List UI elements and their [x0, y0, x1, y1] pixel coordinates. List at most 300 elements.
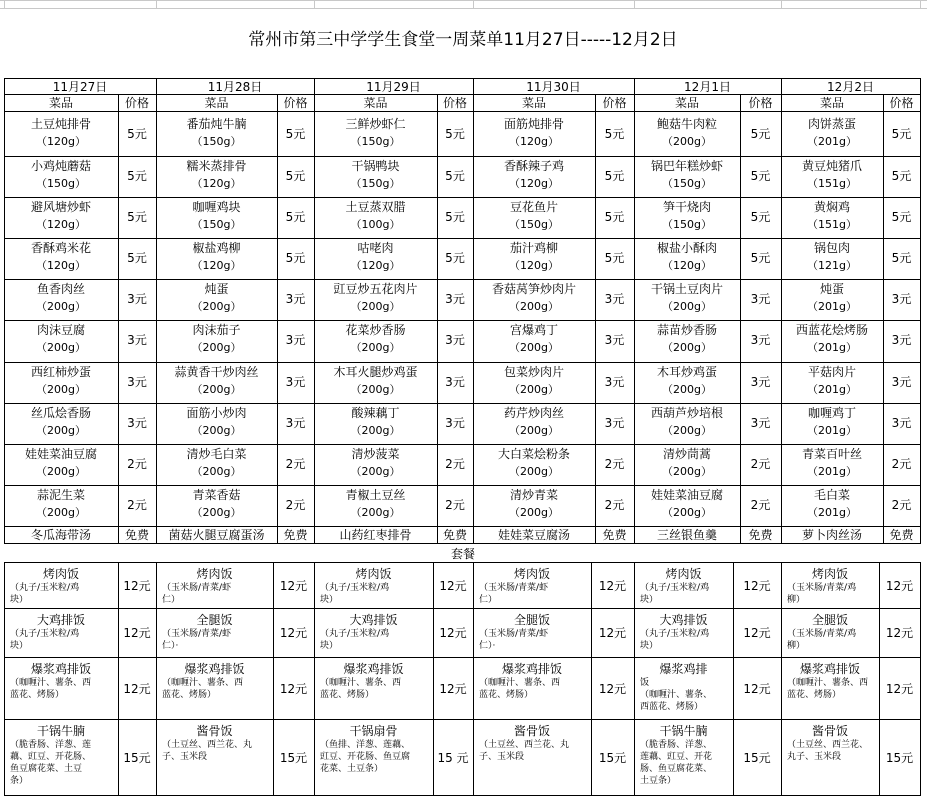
combo-price: 12元	[279, 681, 308, 696]
combo-desc-line: 土豆条）	[640, 776, 677, 786]
dish-column-header: 菜品	[363, 96, 388, 110]
combo-column-border	[920, 562, 921, 795]
dish-weight: （150g）	[662, 177, 712, 190]
day-date-header: 12月2日	[827, 80, 874, 94]
dish-price: 2元	[127, 457, 147, 471]
dish-weight: （200g）	[36, 341, 86, 354]
price-column-header: 价格	[283, 96, 308, 110]
combo-column-border	[4, 562, 5, 795]
dish-name: 黄焖鸡	[813, 200, 851, 214]
combo-price-border	[733, 562, 734, 795]
dish-weight: （200g）	[509, 506, 559, 519]
combo-name: 爆浆鸡排	[659, 662, 708, 676]
dish-name: 青椒土豆丝	[345, 488, 406, 502]
combo-name: 烤肉饭	[513, 567, 551, 581]
dish-weight: （200g）	[509, 465, 559, 478]
combo-desc-line: 肠、鱼豆腐花菜、	[640, 764, 713, 774]
dish-name: 干锅鸭块	[351, 159, 400, 173]
dish-price: 3元	[750, 416, 771, 430]
soup-price: 免费	[748, 528, 773, 542]
sheet-gridline	[4, 0, 5, 8]
dish-price: 3元	[750, 292, 771, 306]
dish-row-border	[4, 485, 921, 486]
dish-weight: （200g）	[191, 465, 242, 478]
sheet-top-border	[0, 0, 927, 1]
dish-name: 炖蛋	[819, 282, 845, 296]
combo-desc-line: 饭	[640, 678, 650, 688]
dish-name: 炖蛋	[204, 282, 229, 296]
dish-price: 2元	[750, 498, 771, 512]
dish-name: 西蓝花烩烤肠	[795, 323, 869, 337]
dish-row-border	[4, 238, 921, 239]
dish-name: 宫爆鸡丁	[509, 323, 559, 337]
dish-weight: （120g）	[36, 259, 86, 272]
soup-price: 免费	[889, 528, 914, 542]
combo-price: 12元	[885, 681, 914, 696]
soup-name: 娃娃菜豆腐汤	[497, 528, 571, 542]
dish-column-header: 菜品	[204, 96, 229, 110]
combo-name: 烤肉饭	[42, 567, 80, 581]
combo-name: 干锅扇骨	[349, 724, 398, 738]
menu-title: 常州市第三中学学生食堂一周菜单11月27日-----12月2日	[248, 30, 678, 50]
price-column-header: 价格	[602, 96, 627, 110]
combo-price: 15元	[598, 750, 627, 765]
dish-price: 3元	[127, 333, 147, 347]
dish-name: 小鸡炖蘑菇	[30, 159, 92, 173]
dish-price: 3元	[891, 416, 912, 430]
combo-price: 12元	[439, 626, 467, 640]
combo-name: 酱骨饭	[196, 724, 233, 738]
dish-price: 3元	[127, 375, 147, 389]
sheet-gridline	[781, 0, 782, 8]
day-column-border	[314, 78, 315, 543]
dish-weight: （120g）	[191, 177, 242, 190]
dish-weight: （120g）	[191, 259, 242, 272]
combo-desc-line: 仁）	[162, 595, 181, 605]
sheet-gridline	[634, 0, 635, 8]
dish-name: 花菜炒香肠	[345, 323, 406, 337]
dish-price: 3元	[604, 375, 625, 389]
combo-header-border	[4, 562, 921, 563]
dish-weight: （120g）	[509, 177, 559, 190]
dish-price: 5元	[891, 169, 912, 183]
soup-name: 山药红枣排骨	[339, 528, 412, 542]
combo-desc-line: 丸子、玉米段	[787, 752, 842, 762]
dish-row-border	[4, 403, 921, 404]
day-column-border	[920, 78, 921, 543]
day-date-header: 11月27日	[52, 80, 108, 94]
combo-desc-line: （脆香肠、洋葱、	[640, 740, 713, 750]
combo-price: 12元	[439, 681, 467, 696]
combo-desc-line: （玉米肠/青菜/虾	[479, 583, 549, 593]
soup-row-top-border	[4, 526, 921, 527]
dish-name: 木耳炒鸡蛋	[656, 365, 718, 379]
soup-price: 免费	[602, 528, 627, 542]
dish-price: 5元	[604, 169, 625, 183]
combo-desc-line: 仁）	[479, 595, 498, 605]
dish-name: 西红柿炒蛋	[30, 365, 92, 379]
sheet-gridline	[920, 0, 921, 8]
combo-price: 12元	[743, 578, 771, 593]
sheet-gridline	[156, 0, 157, 8]
dish-price: 5元	[445, 127, 465, 141]
dish-weight: （200g）	[191, 506, 242, 519]
dish-name: 清炒毛白菜	[186, 447, 247, 461]
dish-weight: （200g）	[662, 506, 712, 519]
dish-price: 3元	[285, 416, 306, 430]
combo-desc-line: 鱼豆腐花菜、土豆	[10, 764, 83, 774]
dish-weight: （201g）	[807, 465, 857, 478]
dish-weight: （200g）	[662, 300, 712, 313]
dish-weight: （200g）	[191, 300, 242, 313]
dish-weight: （201g）	[807, 506, 857, 519]
dish-price: 3元	[604, 416, 625, 430]
soup-price: 免费	[124, 528, 150, 542]
date-row-border	[4, 94, 921, 95]
dish-name: 椒盐鸡柳	[192, 241, 241, 255]
dish-weight: （121g）	[807, 259, 857, 272]
dish-price: 5元	[445, 169, 465, 183]
day-column-border	[4, 78, 5, 543]
combo-name: 爆浆鸡排饭	[799, 662, 861, 676]
combo-price: 12元	[885, 626, 914, 640]
combo-header: 套餐	[450, 547, 476, 561]
combo-price: 12元	[598, 626, 627, 640]
price-column-border	[118, 94, 119, 543]
dish-weight: （150g）	[350, 135, 401, 148]
combo-desc-line: 蓝花、烤肠）	[320, 690, 375, 700]
dish-name: 锅包肉	[813, 241, 851, 255]
dish-weight: （200g）	[36, 383, 86, 396]
combo-price: 15元	[743, 750, 771, 765]
combo-desc-line: 柳）	[787, 595, 806, 605]
dish-name: 青菜百叶丝	[801, 447, 863, 461]
price-column-border	[595, 94, 596, 543]
combo-desc-line: 块）	[640, 595, 659, 605]
dish-price: 3元	[127, 416, 147, 430]
dish-price: 5元	[750, 251, 771, 265]
dish-price: 2元	[445, 457, 465, 471]
dish-weight: （200g）	[662, 465, 712, 478]
sheet-gridline	[0, 8, 927, 9]
dish-weight: （200g）	[662, 424, 712, 437]
combo-name: 大鸡排饭	[36, 613, 86, 627]
sheet-gridline	[314, 0, 315, 8]
dish-name: 香菇莴笋炒肉片	[491, 282, 577, 296]
dish-weight: （120g）	[509, 135, 559, 148]
dish-weight: （150g）	[662, 218, 712, 231]
dish-name: 木耳火腿炒鸡蛋	[333, 365, 418, 379]
combo-price: 12元	[279, 626, 308, 640]
combo-desc-line: 块）	[10, 641, 29, 651]
dish-price: 5元	[127, 169, 147, 183]
combo-price-border	[118, 562, 119, 795]
dish-weight: （201g）	[807, 300, 857, 313]
dish-name: 毛白菜	[813, 488, 851, 502]
dish-weight: （150g）	[36, 177, 86, 190]
day-column-border	[781, 78, 782, 543]
combo-desc-line: 豇豆、开花肠、鱼豆腐	[320, 752, 411, 762]
combo-column-border	[314, 562, 315, 795]
dish-price: 2元	[445, 498, 465, 512]
dish-weight: （120g）	[509, 259, 559, 272]
dish-name: 避风塘炒虾	[30, 200, 92, 214]
dish-column-header: 菜品	[48, 96, 74, 110]
dish-name: 肉饼蒸蛋	[807, 117, 857, 131]
dish-row-border	[4, 444, 921, 445]
dish-weight: （200g）	[350, 424, 401, 437]
dish-name: 香酥辣子鸡	[503, 159, 565, 173]
combo-name: 爆浆鸡排饭	[30, 662, 92, 676]
dish-price: 5元	[750, 169, 771, 183]
combo-desc-line: 仁）·	[479, 641, 496, 651]
dish-name: 香酥鸡米花	[30, 241, 92, 255]
dish-weight: （200g）	[36, 506, 86, 519]
dish-weight: （200g）	[509, 300, 559, 313]
dish-price: 5元	[891, 251, 912, 265]
combo-name: 酱骨饭	[513, 724, 551, 738]
dish-weight: （151g）	[807, 177, 857, 190]
price-column-header: 价格	[124, 96, 150, 110]
combo-price: 12元	[885, 578, 914, 593]
soup-price: 免费	[442, 528, 468, 542]
dish-weight: （200g）	[36, 465, 86, 478]
dish-price: 2元	[604, 498, 625, 512]
dish-weight: （201g）	[807, 424, 857, 437]
dish-weight: （200g）	[350, 341, 401, 354]
dish-weight: （200g）	[662, 383, 712, 396]
combo-desc-line: 块）	[320, 641, 339, 651]
dish-price: 5元	[127, 210, 147, 224]
dish-name: 三鲜炒虾仁	[345, 117, 406, 131]
combo-price-border	[591, 562, 592, 795]
dish-name: 平菇肉片	[807, 365, 857, 379]
dish-weight: （200g）	[509, 383, 559, 396]
dish-name: 娃娃菜油豆腐	[650, 488, 724, 502]
price-column-border	[437, 94, 438, 543]
dish-price: 5元	[604, 127, 625, 141]
day-date-header: 11月30日	[526, 80, 581, 94]
dish-price: 2元	[891, 457, 912, 471]
dish-name: 椒盐小酥肉	[656, 241, 718, 255]
dish-price: 2元	[285, 498, 306, 512]
dish-price: 3元	[445, 333, 465, 347]
combo-name: 干锅牛腩	[36, 724, 86, 738]
dish-name: 锅巴年糕炒虾	[650, 159, 724, 173]
dish-name: 鱼香肉丝	[36, 282, 86, 296]
dish-price: 5元	[127, 127, 147, 141]
combo-desc-line: （玉米肠/青菜/虾	[479, 629, 549, 639]
dish-row-border	[4, 320, 921, 321]
combo-price: 15元	[279, 750, 308, 765]
dish-price: 5元	[285, 169, 306, 183]
dish-weight: （201g）	[807, 135, 857, 148]
combo-price: 12元	[123, 681, 151, 696]
dish-name: 面筋炖排骨	[503, 117, 565, 131]
dish-price: 3元	[445, 416, 465, 430]
combo-name: 全腿饭	[196, 613, 233, 627]
combo-price: 12元	[439, 578, 467, 593]
combo-desc-line: （咖喱汁、薯条、西	[10, 678, 92, 688]
combo-name: 大鸡排饭	[349, 613, 398, 627]
combo-column-border	[781, 562, 782, 795]
dish-name: 咖喱鸡块	[192, 200, 241, 214]
dish-name: 药芹炒肉丝	[503, 406, 565, 420]
dish-row-border	[4, 362, 921, 363]
combo-desc-line: 蓝花、烤肠）	[479, 690, 534, 700]
table-top-border	[4, 78, 921, 79]
dish-name: 清炒茼蒿	[662, 447, 712, 461]
dish-weight: （150g）	[509, 218, 559, 231]
soup-name: 冬瓜海带汤	[30, 528, 92, 542]
day-column-border	[156, 78, 157, 543]
dish-price: 2元	[127, 498, 147, 512]
dish-name: 豇豆炒五花肉片	[333, 282, 418, 296]
combo-desc-line: （土豆丝、西兰花、丸	[479, 740, 570, 750]
dish-name: 肉沫豆腐	[36, 323, 86, 337]
combo-desc-line: 蓝花、烤肠）	[10, 690, 65, 700]
combo-column-border	[156, 562, 157, 795]
dish-price: 5元	[285, 127, 306, 141]
dish-name: 清炒菠菜	[351, 447, 400, 461]
dish-price: 5元	[285, 251, 306, 265]
combo-desc-line: （鱼排、洋葱、莲藕、	[320, 740, 411, 750]
combo-desc-line: （丸子/玉米粒/鸡	[10, 583, 80, 593]
price-column-header: 价格	[748, 96, 773, 110]
dish-weight: （200g）	[191, 383, 242, 396]
dish-weight: （200g）	[350, 300, 401, 313]
combo-column-border	[473, 562, 474, 795]
dish-name: 干锅土豆肉片	[650, 282, 724, 296]
combo-price: 15 元	[437, 750, 469, 765]
dish-weight: （120g）	[36, 135, 86, 148]
combo-desc-line: 子、玉米段	[162, 752, 208, 762]
combo-price: 15元	[123, 750, 151, 765]
dish-weight: （200g）	[350, 383, 401, 396]
dish-name: 西葫芦炒培根	[650, 406, 724, 420]
combo-desc-line: 藕、豇豆、开花肠、	[10, 752, 92, 762]
combo-desc-line: （咖喱汁、薯条、西	[320, 678, 402, 688]
combo-price: 12元	[743, 681, 771, 696]
combo-name: 干锅牛腩	[659, 724, 708, 738]
dish-price: 3元	[604, 333, 625, 347]
dish-name: 咖喱鸡丁	[807, 406, 857, 420]
dish-price: 3元	[445, 375, 465, 389]
dish-name: 黄豆炖猪爪	[801, 159, 863, 173]
combo-name: 大鸡排饭	[659, 613, 708, 627]
combo-price: 15元	[885, 750, 914, 765]
dish-weight: （201g）	[807, 341, 857, 354]
combo-desc-line: （咖喱汁、薯条、西	[787, 678, 869, 688]
combo-desc-line: （脆香肠、洋葱、莲	[10, 740, 92, 750]
dish-name: 面筋小炒肉	[186, 406, 247, 420]
dish-name: 娃娃菜油豆腐	[24, 447, 98, 461]
dish-weight: （150g）	[191, 218, 242, 231]
combo-desc-line: （丸子/玉米粒/鸡	[10, 629, 80, 639]
dish-price: 3元	[891, 333, 912, 347]
combo-desc-line: （玉米肠/青菜/鸡	[787, 629, 857, 639]
dish-name: 番茄炖牛腩	[186, 117, 247, 131]
dish-weight: （150g）	[191, 135, 242, 148]
dish-price: 3元	[127, 292, 147, 306]
day-date-header: 11月28日	[207, 80, 263, 94]
combo-desc-line: （玉米肠/青菜/虾	[162, 583, 232, 593]
header-row-border	[4, 111, 921, 112]
dish-name: 包菜炒肉片	[503, 365, 565, 379]
combo-name: 全腿饭	[513, 613, 551, 627]
soup-row-bottom-border	[4, 543, 921, 544]
dish-name: 青菜香菇	[192, 488, 241, 502]
dish-weight: （120g）	[662, 259, 712, 272]
dish-row-border	[4, 197, 921, 198]
combo-desc-line: 柳）	[787, 641, 806, 651]
combo-column-border	[634, 562, 635, 795]
combo-desc-line: 块）	[640, 641, 659, 651]
dish-weight: （200g）	[350, 465, 401, 478]
dish-name: 土豆蒸双腊	[345, 200, 406, 214]
dish-name: 茄汁鸡柳	[509, 241, 559, 255]
dish-name: 鲍菇牛肉粒	[656, 117, 718, 131]
soup-price: 免费	[283, 528, 308, 542]
day-column-border	[473, 78, 474, 543]
dish-weight: （200g）	[662, 135, 712, 148]
dish-price: 2元	[750, 457, 771, 471]
soup-name: 三丝银鱼羹	[656, 528, 718, 542]
dish-price: 5元	[604, 251, 625, 265]
dish-weight: （100g）	[350, 218, 401, 231]
combo-price: 12元	[123, 626, 151, 640]
dish-weight: （200g）	[662, 341, 712, 354]
dish-weight: （200g）	[36, 300, 86, 313]
dish-weight: （200g）	[36, 424, 86, 437]
day-column-border	[634, 78, 635, 543]
dish-column-header: 菜品	[674, 96, 700, 110]
combo-name: 烤肉饭	[355, 567, 392, 581]
dish-row-border	[4, 156, 921, 157]
combo-name: 酱骨饭	[811, 724, 849, 738]
combo-price: 12元	[598, 681, 627, 696]
combo-price: 12元	[123, 578, 151, 593]
dish-weight: （200g）	[509, 341, 559, 354]
dish-price: 3元	[891, 292, 912, 306]
dish-price: 3元	[604, 292, 625, 306]
combo-desc-line: （咖喱汁、薯条、	[640, 690, 713, 700]
soup-name: 萝卜肉丝汤	[801, 528, 863, 542]
price-column-border	[277, 94, 278, 543]
dish-price: 3元	[750, 375, 771, 389]
dish-price: 5元	[750, 210, 771, 224]
combo-name: 爆浆鸡排饭	[343, 662, 404, 676]
combo-desc-line: （丸子/玉米粒/鸡	[320, 629, 390, 639]
dish-name: 肉沫茄子	[192, 323, 241, 337]
dish-price: 5元	[445, 210, 465, 224]
combo-price: 12元	[279, 578, 308, 593]
combo-desc-line: 子、玉米段	[479, 752, 525, 762]
dish-price: 2元	[891, 498, 912, 512]
price-column-header: 价格	[889, 96, 914, 110]
combo-name: 全腿饭	[811, 613, 849, 627]
combo-name: 烤肉饭	[196, 567, 233, 581]
dish-name: 咕咾肉	[357, 241, 394, 255]
combo-desc-line: 条）	[10, 776, 29, 786]
dish-weight: （200g）	[509, 424, 559, 437]
combo-desc-line: 花菜、土豆条）	[320, 764, 384, 774]
dish-name: 大白菜烩粉条	[497, 447, 571, 461]
combo-desc-line: （丸子/玉米粒/鸡	[320, 583, 390, 593]
combo-price-border	[433, 562, 434, 795]
dish-column-header: 菜品	[521, 96, 547, 110]
dish-price: 3元	[445, 292, 465, 306]
